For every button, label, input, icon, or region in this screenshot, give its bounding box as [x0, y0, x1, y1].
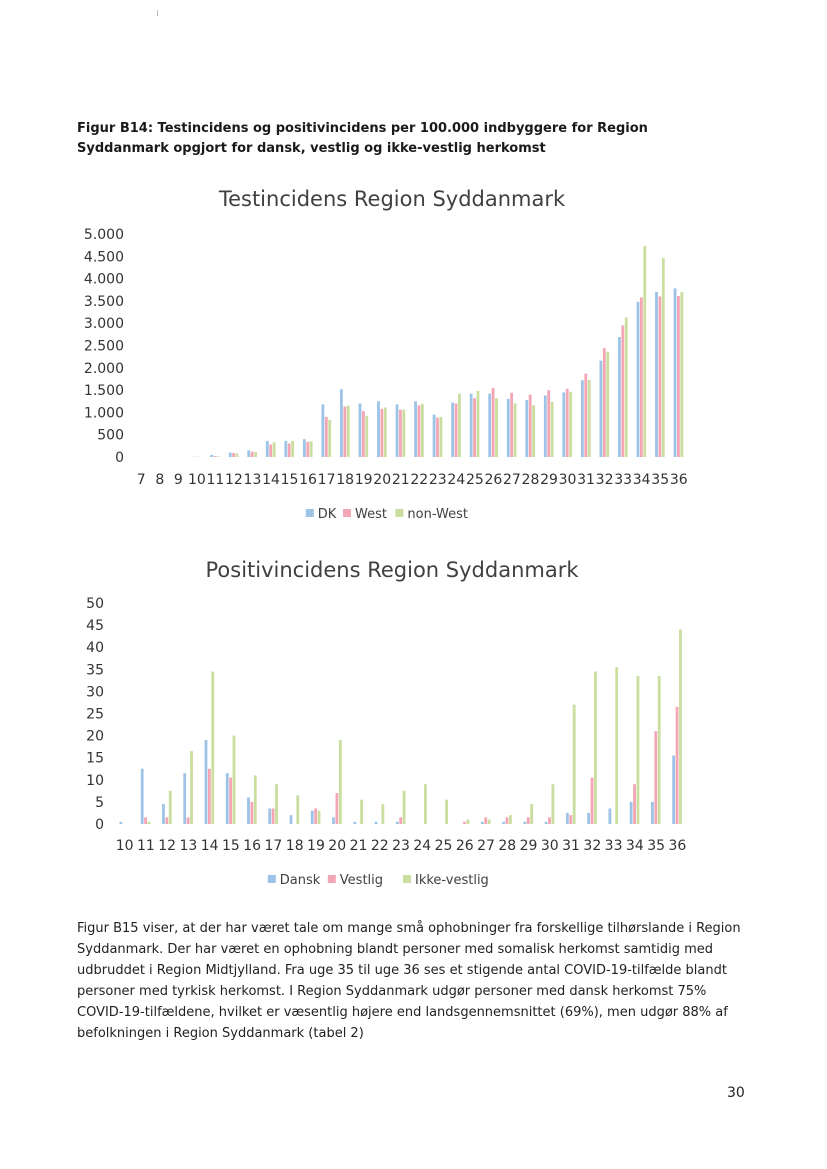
x-tick-label: 12 [158, 838, 177, 854]
x-tick-label: 11 [206, 472, 225, 488]
legend-swatch-dk [306, 509, 314, 517]
bar-vestlig [463, 822, 466, 824]
bar-dansk [375, 822, 378, 824]
bar-non-west [569, 392, 572, 457]
x-tick-label: 19 [354, 472, 373, 488]
bar-ikke-vestlig [615, 667, 618, 824]
y-tick-label: 45 [86, 618, 104, 635]
bar-dk [229, 453, 232, 457]
bar-dk [618, 337, 621, 457]
legend-swatch-vestlig [328, 875, 336, 883]
bar-vestlig [250, 802, 253, 824]
x-tick-label: 29 [540, 472, 558, 488]
bar-west [640, 297, 643, 457]
bar-non-west [477, 391, 480, 457]
bar-ikke-vestlig [658, 676, 661, 824]
x-tick-label: 26 [484, 472, 503, 488]
bar-vestlig [144, 817, 147, 824]
y-tick-label: 4.500 [83, 249, 124, 266]
bar-dansk [396, 822, 399, 824]
bar-ikke-vestlig [211, 672, 214, 824]
y-tick-label: 1.000 [83, 405, 124, 422]
bar-vestlig [399, 817, 402, 824]
test-incidence-chart [0, 180, 827, 530]
y-tick-label: 35 [86, 662, 104, 679]
bar-ikke-vestlig [360, 800, 363, 824]
y-tick-label: 3.000 [83, 316, 124, 333]
bar-dk [433, 415, 436, 457]
y-tick-label: 25 [86, 706, 104, 723]
bar-west [529, 395, 532, 457]
bar-dansk [523, 822, 526, 824]
bar-dk [488, 394, 491, 457]
y-tick-label: 3.500 [83, 293, 124, 310]
bar-west [343, 407, 346, 457]
x-tick-label: 28 [521, 472, 540, 488]
x-tick-label: 30 [558, 472, 577, 488]
bar-dk [544, 395, 547, 457]
x-tick-label: 20 [328, 838, 347, 854]
bar-vestlig [591, 778, 594, 824]
bar-non-west [402, 410, 405, 457]
bar-dk [600, 361, 603, 457]
x-tick-label: 29 [519, 838, 538, 854]
bar-west [381, 409, 384, 457]
x-tick-label: 25 [465, 472, 484, 488]
legend-label: Dansk [279, 873, 321, 888]
x-tick-label: 13 [179, 838, 198, 854]
x-tick-label: 9 [173, 472, 183, 488]
bar-west [214, 456, 217, 457]
body-paragraph: Figur B15 viser, at der har været tale om mange små ophobninger fra forskellige tilhørslande i Region Syddanmark. Der har været en ophobning blandt personer med somalisk herkomst samtidig med udbruddet i Region Midtjylland. Fra uge 35 til uge 36 ses et stigende antal COVID-19-tilfælde blandt personer med tyrkisk herkomst. I Region Syddanmark udgør personer med dansk herkomst 75% COVID-19-tilfældene, hvilket er væsentlig højere end landsgennemsnittet (69%), men udgør 88% af befolkningen i Region Syddanmark (tabel 2) [77, 921, 741, 1041]
x-tick-label: 14 [200, 838, 219, 854]
bar-dk [637, 302, 640, 457]
x-tick-label: 11 [136, 838, 155, 854]
legend-swatch-non-west [395, 509, 403, 517]
bar-ikke-vestlig [679, 630, 682, 824]
x-tick-label: 15 [280, 472, 299, 488]
bar-non-west [680, 292, 683, 457]
y-tick-label: 0 [95, 817, 104, 833]
bar-non-west [384, 407, 387, 457]
bar-west [566, 389, 569, 457]
legend-label: Ikke-vestlig [415, 873, 489, 888]
x-tick-label: 23 [428, 472, 447, 488]
bar-non-west [291, 441, 294, 457]
bar-west [325, 417, 328, 457]
bar-dk [303, 439, 306, 457]
x-tick-label: 16 [299, 472, 317, 488]
x-tick-label: 32 [595, 472, 614, 488]
x-tick-label: 33 [614, 472, 633, 488]
y-tick-label: 15 [86, 750, 104, 767]
bar-dansk [141, 769, 144, 824]
x-tick-label: 16 [243, 838, 262, 854]
x-tick-label: 25 [434, 838, 453, 854]
x-tick-label: 20 [373, 472, 392, 488]
figure-caption: Figur B14: Testincidens og positivincidens per 100.000 indbyggere for Region Syddanmark opgjort for dansk, vestlig og ikke-vestlig herkomst [77, 121, 648, 156]
bar-vestlig [654, 731, 657, 824]
bar-dk [562, 392, 565, 457]
x-tick-label: 19 [307, 838, 325, 854]
y-tick-label: 40 [86, 640, 104, 657]
bar-non-west [643, 246, 646, 457]
y-tick-label: 20 [86, 728, 104, 745]
x-tick-label: 28 [498, 838, 517, 854]
bar-west [306, 442, 309, 457]
bar-dk [247, 450, 250, 457]
x-tick-label: 17 [317, 472, 336, 488]
bar-ikke-vestlig [637, 676, 640, 824]
y-tick-label: 50 [86, 596, 104, 612]
bar-ikke-vestlig [318, 811, 321, 824]
x-tick-label: 17 [264, 838, 283, 854]
bar-ikke-vestlig [339, 740, 342, 824]
y-tick-label: 0 [115, 450, 124, 466]
x-tick-label: 27 [503, 472, 521, 488]
x-tick-label: 13 [243, 472, 262, 488]
bar-ikke-vestlig [148, 822, 151, 824]
bar-vestlig [633, 784, 636, 824]
bar-ikke-vestlig [594, 672, 597, 824]
bar-west [473, 398, 476, 457]
bar-dk [322, 404, 325, 457]
bar-dansk [566, 813, 569, 824]
bar-west [455, 403, 458, 457]
bar-dansk [205, 740, 208, 824]
bar-dansk [651, 802, 654, 824]
x-tick-label: 18 [285, 838, 304, 854]
bar-west [288, 444, 291, 457]
x-tick-label: 24 [447, 472, 466, 488]
bar-ikke-vestlig [445, 800, 448, 824]
bar-dansk [290, 815, 293, 824]
bar-west [621, 325, 624, 457]
y-tick-label: 5 [95, 794, 104, 811]
bar-dk [340, 389, 343, 457]
bar-west [362, 411, 365, 457]
bar-ikke-vestlig [275, 784, 278, 824]
x-tick-label: 35 [647, 838, 666, 854]
bar-dansk [587, 813, 590, 824]
bar-vestlig [569, 815, 572, 824]
bar-vestlig [336, 793, 339, 824]
x-tick-label: 36 [668, 838, 687, 854]
legend-swatch-dansk [268, 875, 276, 883]
bar-ikke-vestlig [190, 751, 193, 824]
bar-dansk [545, 822, 548, 824]
bar-west [269, 445, 272, 457]
bar-west [251, 452, 254, 457]
bar-vestlig [506, 817, 509, 824]
bar-dansk [608, 809, 611, 824]
chart-title: Positivincidens Region Syddanmark [205, 558, 579, 582]
bar-dk [655, 292, 658, 457]
bar-non-west [347, 406, 350, 457]
bar-dansk [502, 822, 505, 824]
scan-speck [157, 10, 158, 16]
legend-label: West [355, 507, 387, 522]
bar-dk [451, 403, 454, 457]
x-tick-label: 30 [540, 838, 559, 854]
test-incidence-svg [0, 180, 827, 530]
x-tick-label: 34 [625, 838, 644, 854]
bar-non-west [606, 352, 609, 457]
x-tick-label: 22 [370, 838, 389, 854]
bar-vestlig [548, 817, 551, 824]
bar-non-west [365, 416, 368, 457]
legend-swatch-west [343, 509, 351, 517]
chart-title: Testincidens Region Syddanmark [218, 187, 566, 211]
x-tick-label: 14 [262, 472, 280, 488]
x-tick-label: 34 [632, 472, 651, 488]
bar-ikke-vestlig [254, 775, 257, 824]
bar-non-west [662, 258, 665, 457]
bar-non-west [217, 456, 220, 457]
bar-dansk [226, 773, 229, 824]
y-tick-label: 2.000 [83, 360, 124, 377]
legend-label: Vestlig [339, 873, 384, 888]
bar-vestlig [484, 817, 487, 824]
x-tick-label: 7 [136, 472, 146, 488]
bar-vestlig [229, 778, 232, 824]
bar-vestlig [272, 809, 275, 824]
bar-west [603, 348, 606, 457]
x-tick-label: 33 [604, 838, 623, 854]
x-tick-label: 22 [410, 472, 429, 488]
bar-west [659, 296, 662, 457]
x-tick-label: 12 [225, 472, 243, 488]
bar-west [677, 296, 680, 457]
bar-ikke-vestlig [530, 804, 533, 824]
bar-non-west [310, 441, 313, 457]
x-tick-label: 31 [562, 838, 580, 854]
bar-west [492, 388, 495, 457]
bar-dk [470, 394, 473, 457]
x-tick-label: 27 [477, 838, 495, 854]
bar-west [584, 374, 587, 457]
bar-vestlig [165, 817, 168, 824]
bar-dk [525, 400, 528, 457]
bar-non-west [495, 398, 498, 457]
bar-dansk [311, 811, 314, 824]
bar-west [399, 410, 402, 457]
bar-non-west [458, 394, 461, 457]
legend-label: non-West [407, 507, 468, 522]
x-tick-label: 36 [669, 472, 688, 488]
bar-ikke-vestlig [233, 736, 236, 824]
x-tick-label: 10 [115, 838, 134, 854]
x-tick-label: 31 [577, 472, 595, 488]
bar-non-west [551, 402, 554, 457]
bar-non-west [273, 442, 276, 457]
positive-incidence-chart [0, 553, 827, 898]
bar-west [232, 453, 235, 457]
y-tick-label: 500 [97, 427, 124, 444]
bar-ikke-vestlig [573, 705, 576, 824]
bar-vestlig [208, 769, 211, 824]
x-tick-label: 35 [651, 472, 670, 488]
x-tick-label: 23 [392, 838, 410, 854]
x-tick-label: 32 [583, 838, 602, 854]
bar-dk [359, 403, 362, 457]
bar-ikke-vestlig [488, 820, 491, 824]
bar-non-west [236, 453, 239, 457]
bar-vestlig [676, 707, 679, 824]
bar-dansk [162, 804, 165, 824]
bar-non-west [440, 417, 443, 457]
bar-dansk [268, 809, 271, 824]
x-tick-label: 8 [155, 472, 165, 488]
bar-west [510, 393, 513, 457]
y-tick-label: 5.000 [83, 227, 124, 243]
bar-ikke-vestlig [424, 784, 427, 824]
bar-west [547, 390, 550, 457]
y-tick-label: 2.500 [83, 338, 124, 355]
bar-dk [581, 380, 584, 457]
bar-west [418, 405, 421, 457]
bar-non-west [532, 405, 535, 457]
y-tick-label: 30 [86, 684, 104, 701]
bar-dansk [672, 755, 675, 824]
x-tick-label: 21 [349, 838, 368, 854]
bar-dk [284, 441, 287, 457]
bar-ikke-vestlig [403, 791, 406, 824]
bar-non-west [328, 420, 331, 457]
bar-dk [414, 401, 417, 457]
bar-non-west [625, 317, 628, 457]
x-tick-label: 18 [336, 472, 355, 488]
y-tick-label: 1.500 [83, 383, 124, 400]
bar-non-west [254, 452, 257, 457]
bar-ikke-vestlig [296, 795, 299, 824]
bar-dansk [183, 773, 186, 824]
bar-west [436, 418, 439, 457]
x-tick-label: 21 [391, 472, 410, 488]
bar-non-west [421, 404, 424, 457]
positive-incidence-svg [0, 553, 827, 898]
x-tick-label: 10 [187, 472, 206, 488]
bar-dk [507, 399, 510, 457]
page-number: 30 [727, 1085, 745, 1101]
bar-dansk [353, 822, 356, 824]
y-tick-label: 10 [86, 772, 104, 789]
x-tick-label: 24 [413, 838, 432, 854]
bar-ikke-vestlig [381, 804, 384, 824]
bar-ikke-vestlig [466, 820, 469, 824]
bar-ikke-vestlig [552, 784, 555, 824]
bar-dk [266, 441, 269, 457]
bar-dk [674, 288, 677, 457]
bar-dansk [630, 802, 633, 824]
bar-dk [210, 455, 213, 457]
bar-vestlig [187, 817, 190, 824]
bar-dk [377, 401, 380, 457]
x-tick-label: 26 [455, 838, 474, 854]
bar-dansk [120, 822, 123, 824]
x-tick-label: 15 [222, 838, 240, 854]
y-tick-label: 4.000 [83, 271, 124, 288]
bar-non-west [514, 403, 517, 457]
bar-dansk [247, 797, 250, 824]
bar-dansk [481, 822, 484, 824]
bar-vestlig [314, 809, 317, 824]
legend-swatch-ikke-vestlig [403, 875, 411, 883]
bar-ikke-vestlig [509, 815, 512, 824]
bar-vestlig [527, 817, 530, 824]
bar-ikke-vestlig [169, 791, 172, 824]
bar-dk [396, 404, 399, 457]
bar-non-west [588, 380, 591, 457]
legend-label: DK [317, 507, 337, 522]
bar-dansk [332, 817, 335, 824]
